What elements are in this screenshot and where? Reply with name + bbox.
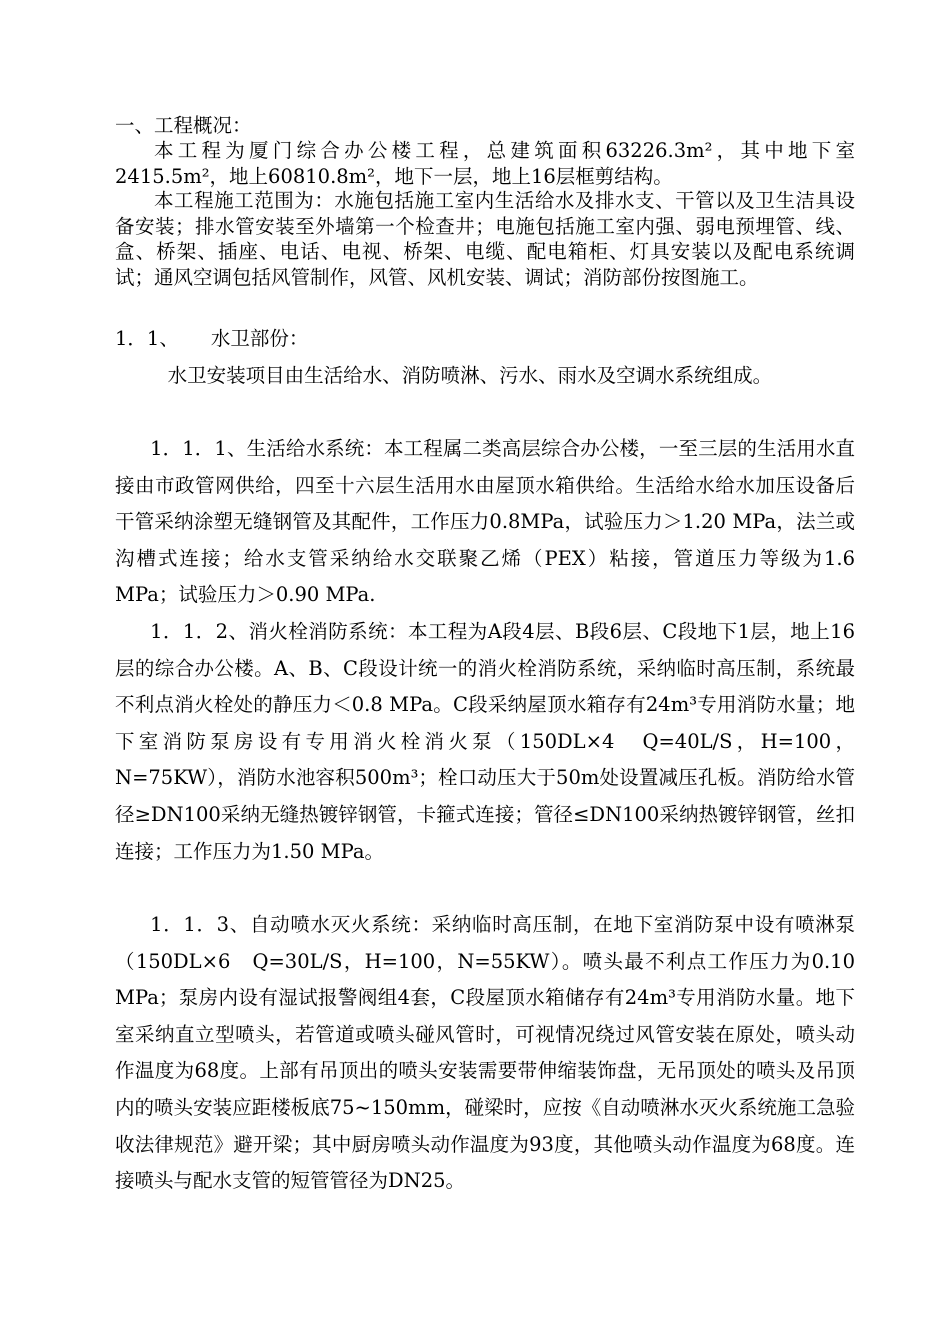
overview-paragraph: 本工程为厦门综合办公楼工程，总建筑面积63226.3m²，其中地下室2415.5m²，地上60810.8m²，地下一层，地上16层框剪结构。 bbox=[115, 139, 855, 188]
hydrant-system-paragraph: 1．1．2、消火栓消防系统：本工程为A段4层、B段6层、C段地下1层，地上16层的综合办公楼。A、B、C段设计统一的消火栓消防系统，采纳临时高压制，系统最不利点消火栓处的静压力＜0.8 MPa。C段采纳屋顶水箱存有24m³专用消防水量；地下室消防泵房设有专用消火栓消火泵（150DL×4 Q=40L/S，H=100，N=75KW），消防水池容积500m³；栓口动压大于50m处设置减压孔板。消防给水管径≥DN100采纳无缝热镀锌钢管，卡箍式连接；管径≤DN100采纳热镀锌钢管，丝扣连接；工作压力为1.50 MPa。 bbox=[115, 620, 855, 863]
sprinkler-system-paragraph: 1．1．3、自动喷水灭火系统：采纳临时高压制，在地下室消防泵中设有喷淋泵（150DL×6 Q=30L/S，H=100，N=55KW）。喷头最不利点工作压力为0.10 MPa；泵房内设有湿试报警阀组4套，C段屋顶水箱储存有24m³专用消防水量。地下室采纳直立型喷头，若管道或喷头碰风管时，可视情况绕过风管安装在原处，喷头动作温度为68度。上部有吊顶出的喷头安装需要带伸缩装饰盘，无吊顶处的喷头及吊顶内的喷头安装应距楼板底75~150mm，碰梁时，应按《自动喷淋水灭火系统施工急验收法律规范》避开梁；其中厨房喷头动作温度为93度，其他喷头动作温度为68度。连接喷头与配水支管的短管管径为DN25。 bbox=[115, 913, 855, 1193]
domestic-water-paragraph: 1．1．1、生活给水系统：本工程属二类高层综合办公楼，一至三层的生活用水直接由市政管网供给，四至十六层生活用水由屋顶水箱供给。生活给水给水加压设备后干管采纳涂塑无缝钢管及其配件，工作压力0.8MPa，试验压力＞1.20 MPa，法兰或沟槽式连接；给水支管采纳给水交联聚乙烯（PEX）粘接，管道压力等级为1.6 MPa；试验压力＞0.90 MPa. bbox=[115, 437, 855, 607]
subsection-heading-plumbing bbox=[115, 326, 855, 352]
plumbing-intro-paragraph: 水卫安装项目由生活给水、消防喷淋、污水、雨水及空调水系统组成。 bbox=[167, 364, 773, 387]
subsection-number: 1．1、 bbox=[115, 327, 179, 350]
scope-paragraph: 本工程施工范围为：水施包括施工室内生活给水及排水支、干管以及卫生洁具设备安装；排水管安装至外墙第一个检查井；电施包括施工室内强、弱电预埋管、线、盒、桥架、插座、电话、电视、桥架、电缆、配电箱柜、灯具安装以及配电系统调试；通风空调包括风管制作，风管、风机安装、调试；消防部份按图施工。 bbox=[115, 189, 855, 289]
subsection-title: 水卫部份： bbox=[210, 327, 309, 350]
section-heading-overview: 一、工程概况： bbox=[115, 114, 252, 137]
